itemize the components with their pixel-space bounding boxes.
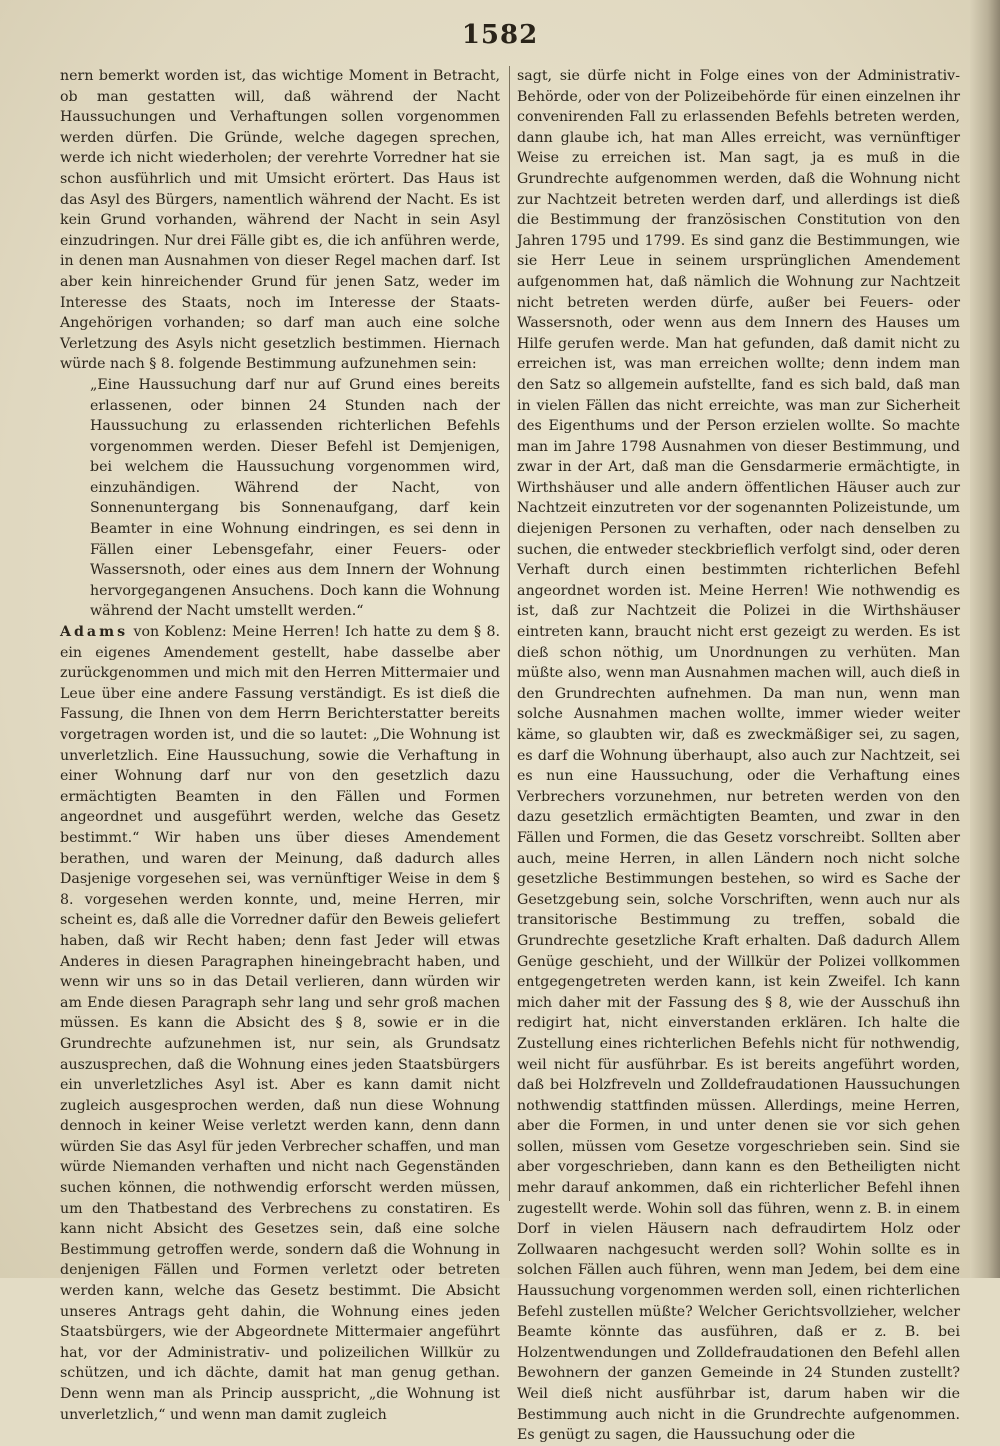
speech-text: von Koblenz: Meine Herren! Ich hatte zu dem § 8. ein eigenes Amendement gestellt, habe dasselbe aber zurückgenommen und mich mit den Herren Mittermaier und Leue über eine andere Fassung verständigt. Es ist dieß die Fassung, die Ihnen von dem Herrn Berichterstatter bereits vorgetragen worden ist, und die so lautet: „Die Wohnung ist unverletzlich. Eine Haussuchung, sowie die Verhaftung in einer Wohnung darf nur von den gesetzlich dazu ermächtigten Beamten in den Fällen und Formen angeordnet und ausgeführt werden, welche das Gesetz bestimmt.“ Wir haben uns über dieses Amendement berathen, und waren der Meinung, daß dadurch alles Dasjenige vorgesehen sei, was vernünftiger Weise in dem § 8. vorgesehen werden konnte, und, meine Herren, mir scheint es, daß alle die Vorredner dafür den Beweis geliefert haben, daß wir Recht haben; denn fast Jeder will etwas Anderes in diesen Paragraphen hineingebracht haben, und wenn wir uns so in das Detail verlieren, dann würden wir am Ende diesen Paragraph sehr lang und sehr groß machen müssen. Es kann die Absicht des § 8, sowie er in die Grundrechte aufzunehmen ist, nur sein, als Grundsatz auszusprechen, daß die Wohnung eines jeden Staatsbürgers ein unverletzliches Asyl ist. Aber es kann damit nicht zugleich ausgesprochen werden, daß nun diese Wohnung dennoch in keiner Weise verletzt werden kann, denn dann würden Sie das Asyl für jeden Verbrecher schaffen, und man würde Niemanden verhaften und nicht nach Gegenständen suchen können, die nothwendig erforscht werden müssen, um den Thatbestand des Verbrechens zu constatiren. Es kann nicht Absicht des Gesetzes sein, daß eine solche Bestimmung getroffen werde, sondern daß die Wohnung in denjenigen Fällen und Formen verletzt oder betreten werden kann, welche das Gesetz bestimmt. Die Absicht unseres Antrags geht dahin, die Wohnung eines jeden Staatsbürgers, wie der Abgeordnete Mittermaier angeführt hat, vor der Administrativ- und polizeilichen Willkür zu schützen, und ich dächte, damit hat man genug gethan. Denn wenn man als Princip ausspricht, „die Wohnung ist unverletzlich,“ und wenn man damit zugleich [60, 624, 500, 1423]
left-paragraph-1: nern bemerkt worden ist, das wichtige Moment in Betracht, ob man gestatten will, daß während der Nacht Haussuchungen und Verhaftungen sollen vorgenommen werden dürfen. Die Gründe, welche dagegen sprechen, werde ich nicht wiederholen; der verehrte Vorredner hat sie schon ausführlich und mit Umsicht erörtert. Das Haus ist das Asyl des Bürgers, namentlich während der Nacht. Es ist kein Grund vorhanden, während der Nacht in sein Asyl einzudringen. Nur drei Fälle gibt es, die ich anführen werde, in denen man Ausnahmen von dieser Regel machen darf. Ist aber kein hinreichender Grund für jenen Satz, weder im Interesse des Staats, noch im Interesse der Staats-Angehörigen vorhanden; so darf man auch eine solche Verletzung des Asyls nicht gesetzlich bestimmen. Hiernach würde nach § 8. folgende Bestimmung aufzunehmen sein: [60, 68, 500, 373]
amendment-quote: „Eine Haussuchung darf nur auf Grund eines bereits erlassenen, oder binnen 24 Stunden nach der Haussuchung zu erlassenden richterlichen Befehls vorgenommen werden. Dieser Befehl ist Demjenigen, bei welchem die Haussuchung vorgenommen wird, einzuhändigen. Während der Nacht, von Sonnenuntergang bis Sonnenaufgang, darf kein Beamter in eine Wohnung eindringen, es sei denn in Fällen einer Lebensgefahr, einer Feuers- oder Wassersnoth, oder eines aus dem Innern der Wohnung hervorgegangenen Ansuchens. Doch kann die Wohnung während der Nacht umstellt werden.“ [90, 376, 500, 620]
page-number: 1582 [461, 20, 539, 50]
column-divider [509, 66, 510, 1201]
right-paragraph-1: sagt, sie dürfe nicht in Folge eines von der Administrativ-Behörde, oder von der Polizeibehörde für einen einzelnen ihr convenirenden Fall zu erlassenden Befehls betreten werden, dann glaube ich, hat man Alles erreicht, was vernünftiger Weise zu erreichen ist. Man sagt, ja es muß in die Grundrechte aufgenommen werden, daß die Wohnung nicht zur Nachtzeit betreten werden darf, und allerdings ist dieß die Bestimmung der französischen Constitution von den Jahren 1795 und 1799. Es sind ganz die Bestimmungen, wie sie Herr Leue in seinem ursprünglichen Amendement aufgenommen hat, daß nämlich die Wohnung zur Nachtzeit nicht betreten werden dürfe, außer bei Feuers- oder Wassersnoth, oder wenn aus dem Innern des Hauses um Hilfe gerufen werde. Man hat gefunden, daß damit nicht zu erreichen ist, was man erreichen wollte; denn indem man den Satz so allgemein aufstellte, fand es sich bald, daß man in vielen Fällen das nicht erreichte, was man zur Sicherheit des Eigenthums und der Person erzielen wollte. So machte man im Jahre 1798 Ausnahmen von dieser Bestimmung, und zwar in der Art, daß man die Gensdarmerie ermächtigte, in Wirthshäuser und alle andern öffentlichen Häuser auch zur Nachtzeit einzutreten vor der sogenannten Polizeistunde, um diejenigen Personen zu verhaften, oder nach denselben zu suchen, die entweder steckbrieflich verfolgt sind, oder deren Verhaft durch einen bestimmten richterlichen Befehl angeordnet worden ist. Meine Herren! Wie nothwendig es ist, daß zur Nachtzeit die Polizei in die Wirthshäuser eintreten kann, braucht nicht erst gezeigt zu werden. Es ist dieß schon nöthig, um Unordnungen zu verhüten. Man müßte also, wenn man Ausnahmen machen will, auch dieß in den Grundrechten aufnehmen. Da man nun, wenn man solche Ausnahmen machen wollte, immer wieder weiter käme, so glaubten wir, daß es zweckmäßiger sei, zu sagen, es darf die Wohnung überhaupt, also auch zur Nachtzeit, sei es nun eine Haussuchung, oder die Verhaftung eines Verbrechers vorzunehmen, nur betreten werden von den dazu gesetzlich ermächtigten Beamten, und zwar in den Fällen und Formen, die das Gesetz vorschreibt. Sollten aber auch, meine Herren, in allen Ländern noch nicht solche gesetzliche Bestimmungen bestehen, so wird es Sache der Gesetzgebung sein, solche Vorschriften, wenn auch nur als transitorische Bestimmung zu treffen, sobald die Grundrechte gesetzliche Kraft erhalten. Daß dadurch Allem Genüge geschieht, und der Willkür der Polizei vollkommen entgegengetreten werden kann, ist kein Zweifel. Ich kann mich daher mit der Fassung des § 8, wie der Ausschuß ihn redigirt hat, nicht einverstanden erklären. Ich halte die Zustellung eines richterlichen Befehls nicht für nothwendig, weil nicht für ausführbar. Es ist bereits angeführt worden, daß bei Holzfreveln und Zolldefraudationen Haussuchungen nothwendig stattfinden müssen. Allerdings, meine Herren, aber die Formen, in und unter denen sie vor sich gehen sollen, müssen vom Gesetze vorgeschrieben sein. Sind sie aber vorgeschrieben, dann kann es den Betheiligten nicht mehr darauf ankommen, daß ein richterlicher Befehl ihnen zugestellt werde. Wohin soll das führen, wenn z. B. in einem Dorf in vielen Häusern nach defraudirtem Holz oder Zollwaaren nachgesucht werden soll? Wohin sollte es in solchen Fällen auch führen, wenn man Jedem, bei dem eine Haussuchung vorgenommen werden soll, einen richterlichen Befehl zustellen müßte? Welcher Gerichtsvollzieher, welcher Beamte könnte das ausführen, daß er z. B. bei Holzentwendungen und Zolldefraudationen den Befehl allen Bewohnern der ganzen Gemeinde in 24 Stunden zustellt? Weil dieß nicht ausführbar ist, darum haben wir die Bestimmung auch nicht in die Grundrechte aufgenommen. Es genügt zu sagen, die Haussuchung oder die [517, 68, 960, 1444]
speech-paragraph [60, 622, 500, 1425]
left-column [60, 66, 500, 1425]
page-binding-edge [970, 0, 1000, 1278]
speaker-name: Adams [60, 624, 129, 641]
right-column [517, 66, 960, 1446]
